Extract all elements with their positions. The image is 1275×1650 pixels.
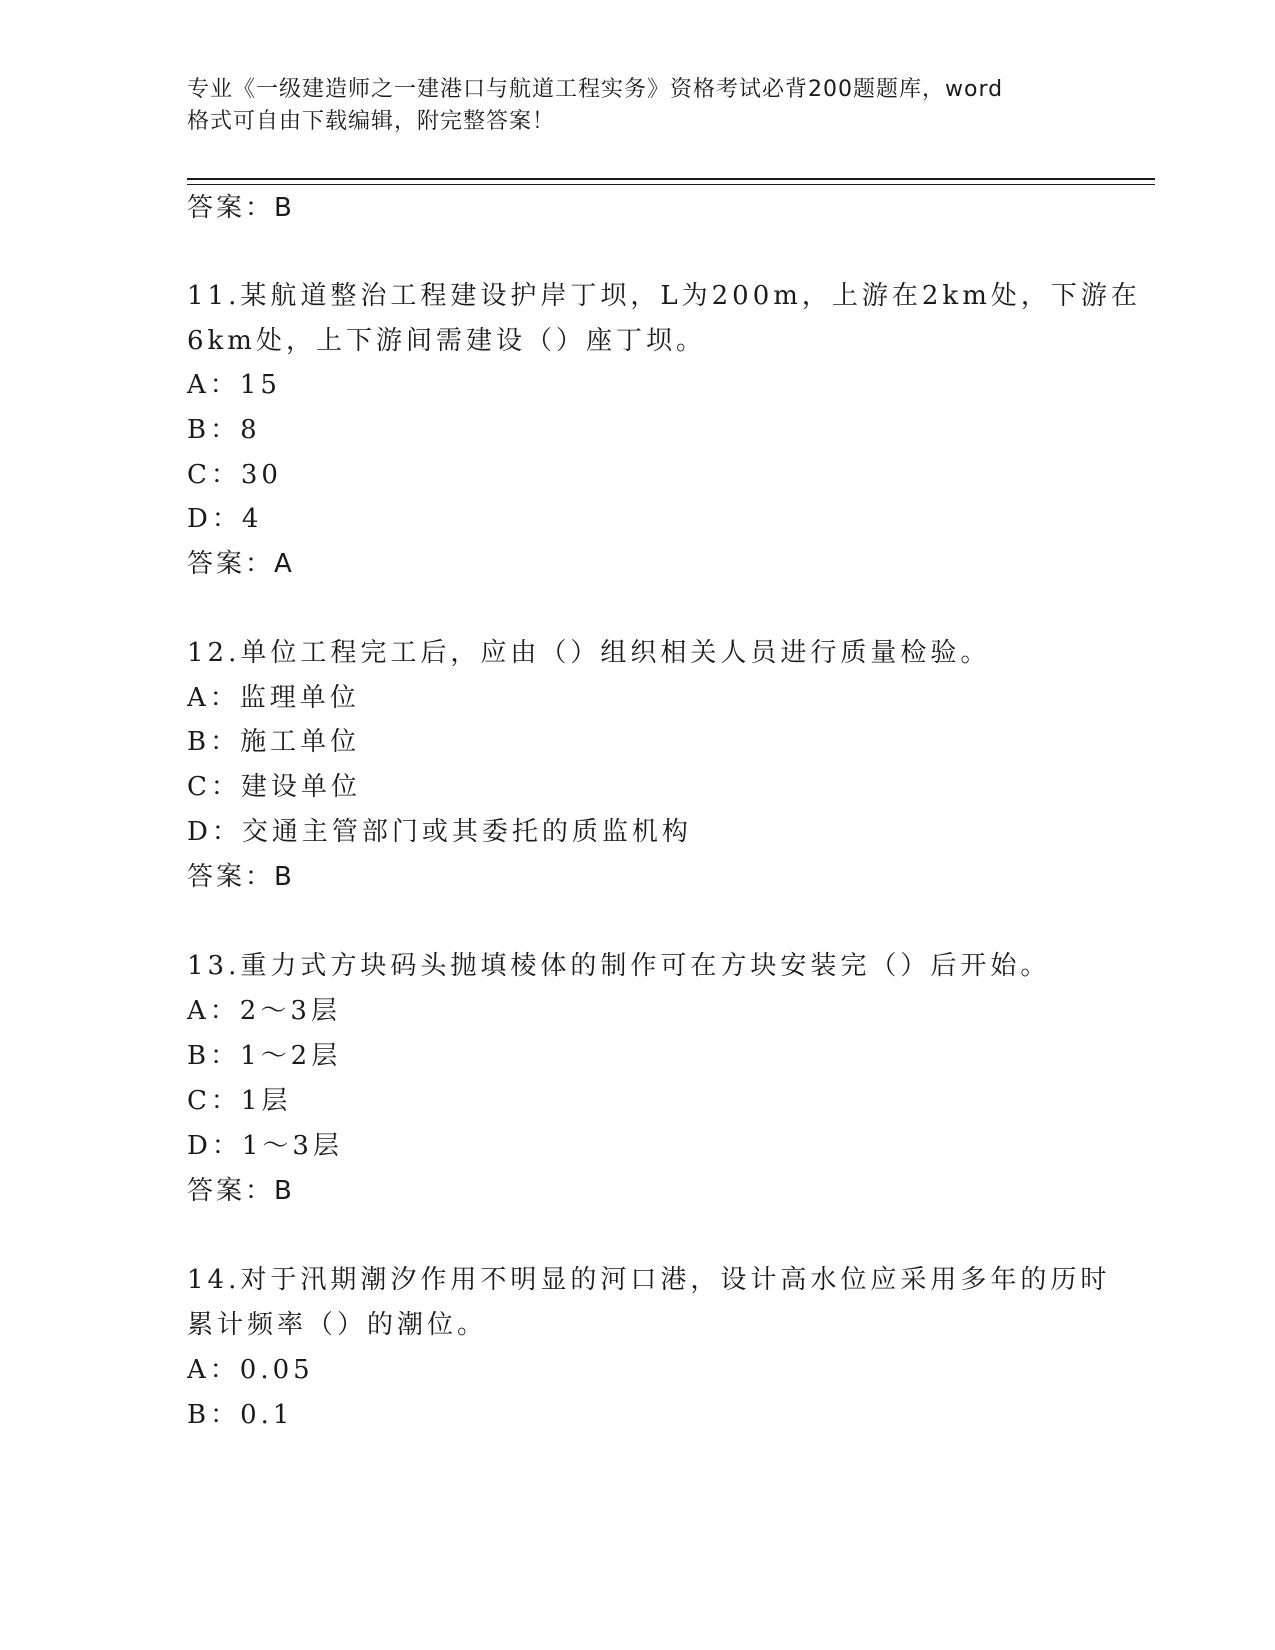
question-11-answer: 答案：A [187, 549, 295, 579]
question-12-option-a: A：监理单位 [187, 683, 360, 713]
header-line-1: 专业《一级建造师之一建港口与航道工程实务》资格考试必背200题题库，word [187, 77, 1004, 102]
question-12-option-c: C：建设单位 [187, 772, 361, 802]
question-13-answer: 答案：B [187, 1176, 295, 1206]
question-11-option-d: D：4 [187, 504, 263, 534]
question-13-stem-line-1: 13.重力式方块码头抛填棱体的制作可在方块安装完（）后开始。 [187, 951, 1051, 981]
header-divider-thin [187, 184, 1155, 185]
question-11-stem-line-1: 11.某航道整治工程建设护岸丁坝，L为200m，上游在2km处，下游在 [187, 281, 1141, 311]
header-divider-thick [187, 178, 1155, 180]
question-12-stem-line-1: 12.单位工程完工后，应由（）组织相关人员进行质量检验。 [187, 638, 991, 668]
question-12-answer: 答案：B [187, 862, 295, 892]
question-13-option-c: C：1层 [187, 1086, 292, 1116]
question-12-option-d: D：交通主管部门或其委托的质监机构 [187, 817, 692, 847]
question-13-option-b: B：1～2层 [187, 1041, 342, 1071]
document-header [187, 74, 1067, 138]
question-12-option-b: B：施工单位 [187, 727, 361, 757]
question-11-stem-line-2: 6km处，上下游间需建设（）座丁坝。 [187, 326, 706, 356]
question-13-option-a: A：2～3层 [187, 996, 341, 1026]
previous-answer: 答案：B [187, 193, 295, 223]
question-14-stem-line-1: 14.对于汛期潮汐作用不明显的河口港，设计高水位应采用多年的历时 [187, 1265, 1111, 1295]
question-14-option-a: A：0.05 [187, 1355, 314, 1385]
question-11-option-c: C：30 [187, 460, 282, 490]
question-11-option-b: B：8 [187, 415, 261, 445]
header-line-2: 格式可自由下载编辑，附完整答案！ [187, 109, 556, 134]
question-14-option-b: B：0.1 [187, 1400, 294, 1430]
question-14-stem-line-2: 累计频率（）的潮位。 [187, 1310, 488, 1340]
question-13-option-d: D：1～3层 [187, 1131, 343, 1161]
question-11-option-a: A：15 [187, 370, 281, 400]
